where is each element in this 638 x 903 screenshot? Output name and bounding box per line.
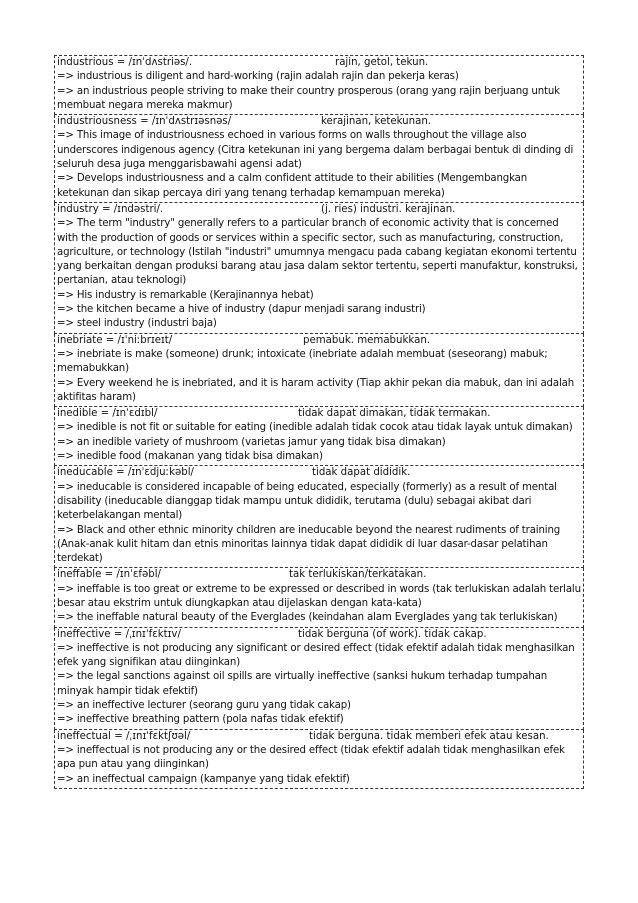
entry-term: industriousness = /ɪnˈdʌstrɪəsnəs/ <box>57 116 232 128</box>
entry-term: ineducable = /ɪnˈɛdjuːkəbl/ <box>57 467 194 479</box>
dictionary-document <box>54 55 584 789</box>
entry-example: => an inedible variety of mushroom (varietas jamur yang tidak bisa dimakan) <box>57 436 446 448</box>
dictionary-entry <box>54 115 584 203</box>
entry-term: ineffable = /ɪnˈɛfəbl/ <box>57 569 161 581</box>
entry-meaning: (j. ries) industri. kerajinan. <box>321 203 456 215</box>
entry-example: => The term "industry" generally refers to a particular branch of economic activity that is concerned with the production of goods or services within a specific sector, such as manufacturing, construction, agriculture, or technology (Istilah "industri" umumnya mengacu pada cabang kegiatan ekonomi tertentu yang berkaitan dengan produksi barang atau jasa dalam sektor tertentu, seperti manufaktur, konstruksi, pertanian, atau teknologi) <box>57 218 578 287</box>
entry-example: => Black and other ethnic minority children are ineducable beyond the nearest rudiments of training (Anak-anak kulit hitam dan etnis minoritas lainnya tidak dapat dididik di luar dasar-dasar pelatihan terdekat) <box>57 524 561 565</box>
entry-example: => This image of industriousness echoed in various forms on walls throughout the village also underscores indigenous agency (Citra ketekunan ini yang bergema dalam berbagai bentuk di dinding di seluruh desa juga menggarisbawahi agensi adat) <box>57 130 574 171</box>
entry-headword-row <box>57 407 582 421</box>
entry-example: => the ineffable natural beauty of the Everglades (keindahan alam Everglades yang tak terlukiskan) <box>57 612 558 624</box>
entry-meaning: tak terlukiskan/terkatakan. <box>289 569 427 581</box>
entry-meaning: tidak dapat dididik. <box>312 467 411 479</box>
entry-headword-row <box>57 56 582 70</box>
entry-meaning: tidak dapat dimakan, tidak termakan. <box>298 408 491 420</box>
entry-example: => inebriate is make (someone) drunk; intoxicate (inebriate adalah membuat (seseorang) mabuk; memabukkan) <box>57 348 548 375</box>
entry-headword-row <box>57 334 582 348</box>
entry-headword-row <box>57 568 582 582</box>
dictionary-entry <box>54 334 584 407</box>
entry-example: => the legal sanctions against oil spills are virtually ineffective (sanksi hukum terhadap tumpahan minyak hampir tidak efektif) <box>57 671 548 697</box>
entry-example: => inedible is not fit or suitable for eating (inedible adalah tidak cocok atau tidak layak untuk dimakan) <box>57 422 573 434</box>
entry-term: ineffectual = /ˌɪnɪˈfɛktʃʊəl/ <box>57 730 191 742</box>
entry-term: inebriate = /ɪˈniːbrɪeɪt/ <box>57 334 173 346</box>
entry-headword-row <box>57 115 582 129</box>
entry-headword-row <box>57 466 582 480</box>
entry-meaning: tidak berguna. tidak memberi efek atau kesan. <box>309 730 549 742</box>
entry-meaning: tidak berguna (of work). tidak cakap. <box>298 628 487 640</box>
entry-example: => an industrious people striving to make their country prosperous (orang yang rajin berjuang untuk membuat negara mereka makmur) <box>57 85 560 111</box>
entry-example: => ineffective is not producing any significant or desired effect (tidak efektif adalah tidak menghasilkan efek yang signifikan atau diinginkan) <box>57 642 575 669</box>
dictionary-entry <box>54 730 584 789</box>
entry-meaning: rajin, getol, tekun. <box>335 57 429 68</box>
entry-example: => ineffective breathing pattern (pola nafas tidak efektif) <box>57 714 344 726</box>
entry-term: inedible = /ɪnˈɛdɪbl/ <box>57 408 158 420</box>
dictionary-entry <box>54 407 584 466</box>
entry-term: industry = /ɪndəstri/. <box>57 203 164 215</box>
entry-example: => His industry is remarkable (Kerajinannya hebat) <box>57 289 314 301</box>
entry-example: => the kitchen became a hive of industry (dapur menjadi sarang industri) <box>57 304 426 316</box>
entry-example: => an ineffectual campaign (kampanye yang tidak efektif) <box>57 773 350 785</box>
entry-example: => Every weekend he is inebriated, and it is haram activity (Tiap akhir pekan dia mabuk, dan ini adalah aktifitas haram) <box>57 377 575 403</box>
entry-example: => ineffectual is not producing any or the desired effect (tidak efektif adalah tidak menghasilkan efek apa pun atau yang diinginkan) <box>57 744 565 771</box>
dictionary-entry <box>54 568 584 627</box>
entry-example: => ineducable is considered incapable of being educated, especially (formerly) as a result of mental disability (ineducable dianggap tidak mampu untuk dididik, terutama (dulu) sebagai akibat dari keterbelakangan mental) <box>57 481 557 522</box>
entry-term: ineffective = /ˌɪnɪˈfɛktɪv/ <box>57 628 181 640</box>
entry-example: => inedible food (makanan yang tidak bisa dimakan) <box>57 451 323 463</box>
entry-headword-row <box>57 730 582 744</box>
dictionary-entry <box>54 55 584 115</box>
dictionary-entry <box>54 466 584 568</box>
entry-example: => ineffable is too great or extreme to be expressed or described in words (tak terlukiskan adalah terlalu besar atau ekstrim untuk diungkapkan atau dijelaskan dengan kata-kata) <box>57 583 581 609</box>
entry-example: => Develops industriousness and a calm confident attitude to their abilities (Mengembangkan ketekunan dan sikap percaya diri yang tenang terhadap kemampuan mereka) <box>57 173 528 199</box>
entry-meaning: pemabuk. memabukkan. <box>303 334 431 346</box>
dictionary-entry <box>54 628 584 730</box>
entry-example: => steel industry (industri baja) <box>57 318 217 330</box>
entry-headword-row <box>57 203 582 217</box>
entry-term: industrious = /ɪnˈdʌstriəs/. <box>57 57 193 68</box>
entry-headword-row <box>57 628 582 642</box>
entry-meaning: kerajinan, ketekunan. <box>321 116 432 128</box>
dictionary-entry <box>54 203 584 334</box>
entry-example: => industrious is diligent and hard-working (rajin adalah rajin dan pekerja keras) <box>57 71 459 83</box>
entry-example: => an ineffective lecturer (seorang guru yang tidak cakap) <box>57 700 351 712</box>
